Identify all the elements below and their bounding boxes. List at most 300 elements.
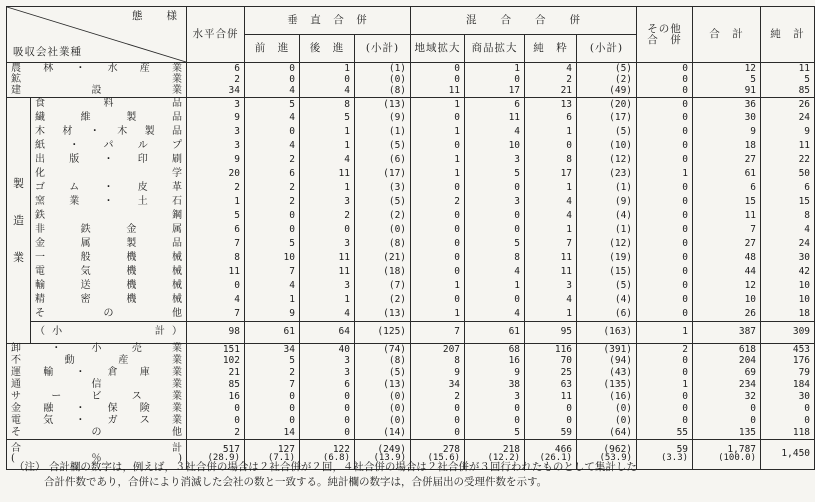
total-value: 218 [502, 443, 521, 455]
row-industry-name: 紙・パルプ [31, 139, 187, 153]
cell-pure: 2 [525, 74, 577, 86]
cell-horizontal: 0 [187, 279, 245, 293]
cell-pure: 116 [525, 343, 577, 355]
row-industry-name: 農林・水産業 [7, 63, 187, 75]
row-industry-name: 食料品 [31, 97, 187, 111]
cell-regional: 1 [411, 97, 465, 111]
manufacturing-group-label [7, 97, 31, 343]
cell-forward: 0 [245, 209, 300, 223]
table-row [7, 279, 815, 293]
cell-pure: 1 [525, 125, 577, 139]
cell-pure: 13 [525, 97, 577, 111]
cell-forward: 2 [245, 195, 300, 209]
cell-pure: 8 [525, 153, 577, 167]
cell-pure: 3 [525, 279, 577, 293]
cell-conglomerate-subtotal: (15) [577, 265, 637, 279]
cell-conglomerate-subtotal: (49) [577, 86, 637, 98]
cell-other: 0 [637, 391, 693, 403]
cell-forward: 5 [245, 237, 300, 251]
cell-total: 91 [693, 86, 761, 98]
row-industry-name: 窯業・土石 [31, 195, 187, 209]
cell-forward: 9 [245, 307, 300, 321]
cell-conglomerate-subtotal: (19) [577, 251, 637, 265]
total-value: 122 [332, 443, 350, 455]
horizontal-merger-header: 水平合併 [187, 7, 245, 63]
cell-other: 1 [637, 379, 693, 391]
cell-regional: 0 [411, 209, 465, 223]
cell-forward: 6 [245, 167, 300, 181]
cell-pure: 21 [525, 86, 577, 98]
cell-vertical-subtotal: (8) [355, 355, 411, 367]
cell-regional: 8 [411, 355, 465, 367]
table-row [7, 74, 815, 86]
table-row [7, 403, 815, 415]
cell-product: 0 [465, 293, 525, 307]
table-row [7, 97, 815, 111]
cell-backward: 3 [300, 195, 355, 209]
cell-vertical-subtotal: (14) [355, 427, 411, 439]
cell-horizontal: 5 [187, 209, 245, 223]
row-industry-name: サービス業 [7, 391, 187, 403]
other-merger-header-line1: その他 [647, 23, 682, 35]
cell-horizontal: 34 [187, 86, 245, 98]
total-percent: (3.3) [660, 453, 689, 464]
cell-backward: 1 [300, 125, 355, 139]
cell-net: 18 [761, 307, 815, 321]
row-industry-name: 運輸・倉庫業 [7, 367, 187, 379]
total-value: 59 [676, 443, 689, 455]
cell-forward: 0 [245, 223, 300, 237]
table-row [7, 63, 815, 75]
cell-net: 10 [761, 279, 815, 293]
manufacturing-label-char: 造 [13, 213, 24, 227]
cell-backward: 3 [300, 355, 355, 367]
row-industry-name: 通信業 [7, 379, 187, 391]
cell-other: 0 [637, 63, 693, 75]
cell-total: 69 [693, 367, 761, 379]
cell-product: 17 [465, 86, 525, 98]
cell-vertical-subtotal: (1) [355, 125, 411, 139]
cell-net: 42 [761, 265, 815, 279]
table-row [7, 427, 815, 439]
row-industry-name: 出版・印刷 [31, 153, 187, 167]
cell-other: 0 [637, 279, 693, 293]
total-percent: (53.9) [599, 453, 633, 464]
total-label-text: 合 計 [11, 443, 182, 454]
cell-total: 18 [693, 139, 761, 153]
cell-product: 4 [465, 265, 525, 279]
cell-regional: 1 [411, 153, 465, 167]
cell-forward: 34 [245, 343, 300, 355]
cell-conglomerate-subtotal: (20) [577, 97, 637, 111]
row-industry-name: 鉱業 [7, 74, 187, 86]
cell-conglomerate-subtotal: (5) [577, 125, 637, 139]
cell-backward: 4 [300, 153, 355, 167]
cell-net: 15 [761, 195, 815, 209]
cell-other: 0 [637, 209, 693, 223]
row-industry-name: 木材・木製品 [31, 125, 187, 139]
cell-total: 204 [693, 355, 761, 367]
total-value: 517 [222, 443, 240, 455]
cell-vertical-subtotal: (8) [355, 237, 411, 251]
cell-net: 453 [761, 343, 815, 355]
cell-vertical-subtotal: (1) [355, 63, 411, 75]
total-value: 1,450 [781, 448, 811, 460]
total-percent: (13.9) [373, 453, 407, 464]
cell-other: 0 [637, 153, 693, 167]
cell-conglomerate-subtotal: (17) [577, 111, 637, 125]
cell-regional: 1 [411, 279, 465, 293]
cell-net: 118 [761, 427, 815, 439]
cell-backward: 8 [300, 97, 355, 111]
table-row [7, 367, 815, 379]
subtotal-net: 309 [761, 321, 815, 343]
cell-net: 4 [761, 223, 815, 237]
cell-forward: 0 [245, 63, 300, 75]
row-industry-name: 電気・ガス業 [7, 415, 187, 427]
cell-horizontal: 1 [187, 195, 245, 209]
cell-conglomerate-subtotal: (16) [577, 391, 637, 403]
cell-product: 3 [465, 195, 525, 209]
footnote-line-1: （注） 合計欄の数字は，例えば，３社合併の場合は２社合併が２回，４社合併の場合は２社合併が３回行われたものとして集計した [14, 461, 637, 473]
cell-pure: 4 [525, 63, 577, 75]
cell-vertical-subtotal: (18) [355, 265, 411, 279]
cell-regional: 0 [411, 223, 465, 237]
cell-product: 4 [465, 125, 525, 139]
total-percent: (6.8) [322, 453, 350, 464]
cell-product: 0 [465, 223, 525, 237]
cell-other: 0 [637, 251, 693, 265]
cell-horizontal: 20 [187, 167, 245, 181]
row-industry-name: 電気機械 [31, 265, 187, 279]
subtotal-pure: 95 [525, 321, 577, 343]
subtotal-horizontal: 98 [187, 321, 245, 343]
cell-total: 5 [693, 74, 761, 86]
corner-top-label: 態 様 [132, 10, 178, 22]
table-row [7, 355, 815, 367]
cell-conglomerate-subtotal: (135) [577, 379, 637, 391]
table-row [7, 139, 815, 153]
cell-other: 0 [637, 74, 693, 86]
backward-header: 後 進 [300, 35, 355, 63]
cell-total: 9 [693, 125, 761, 139]
cell-net: 30 [761, 391, 815, 403]
subtotal-label: （小 計） [31, 321, 187, 343]
cell-conglomerate-subtotal: (391) [577, 343, 637, 355]
cell-conglomerate-subtotal: (43) [577, 367, 637, 379]
cell-total: 15 [693, 195, 761, 209]
cell-other: 0 [637, 265, 693, 279]
cell-net: 184 [761, 379, 815, 391]
cell-total: 12 [693, 63, 761, 75]
cell-conglomerate-subtotal: (4) [577, 209, 637, 223]
cell-backward: 40 [300, 343, 355, 355]
cell-product: 4 [465, 307, 525, 321]
cell-pure: 63 [525, 379, 577, 391]
cell-forward: 7 [245, 265, 300, 279]
row-industry-name: 一般機械 [31, 251, 187, 265]
row-industry-name: 建設業 [7, 86, 187, 98]
cell-horizontal: 2 [187, 74, 245, 86]
cell-conglomerate-subtotal: (64) [577, 427, 637, 439]
cell-other: 0 [637, 86, 693, 98]
cell-backward: 3 [300, 367, 355, 379]
cell-regional: 1 [411, 125, 465, 139]
cell-backward: 0 [300, 427, 355, 439]
cell-vertical-subtotal: (0) [355, 403, 411, 415]
cell-pure: 4 [525, 293, 577, 307]
cell-vertical-subtotal: (2) [355, 209, 411, 223]
cell-conglomerate-subtotal: (2) [577, 74, 637, 86]
cell-pure: 4 [525, 195, 577, 209]
cell-horizontal: 102 [187, 355, 245, 367]
cell-other: 2 [637, 343, 693, 355]
cell-backward: 0 [300, 223, 355, 237]
cell-pure: 1 [525, 307, 577, 321]
cell-total: 27 [693, 237, 761, 251]
cell-vertical-subtotal: (13) [355, 97, 411, 111]
manufacturing-label-char: 製 [13, 176, 24, 190]
table-row [7, 209, 815, 223]
cell-total: 26 [693, 307, 761, 321]
cell-total: 12 [693, 279, 761, 293]
cell-vertical-subtotal: (74) [355, 343, 411, 355]
product-expansion-header: 商品拡大 [465, 35, 525, 63]
table-row [7, 167, 815, 181]
cell-vertical-subtotal: (21) [355, 251, 411, 265]
cell-regional: 0 [411, 63, 465, 75]
cell-net: 0 [761, 415, 815, 427]
cell-vertical-subtotal: (6) [355, 153, 411, 167]
cell-net: 11 [761, 139, 815, 153]
cell-forward: 2 [245, 153, 300, 167]
table-row [7, 111, 815, 125]
cell-total: 618 [693, 343, 761, 355]
net-header: 純 計 [761, 7, 815, 63]
cell-pure: 1 [525, 181, 577, 195]
subtotal-backward: 64 [300, 321, 355, 343]
cell-vertical-subtotal: (7) [355, 279, 411, 293]
cell-conglomerate-subtotal: (12) [577, 237, 637, 251]
table-row [7, 379, 815, 391]
cell-conglomerate-subtotal: (1) [577, 223, 637, 237]
regional-expansion-header: 地域拡大 [411, 35, 465, 63]
table-row [7, 251, 815, 265]
table-row [7, 125, 815, 139]
cell-total: 44 [693, 265, 761, 279]
cell-net: 6 [761, 181, 815, 195]
cell-horizontal: 85 [187, 379, 245, 391]
cell-vertical-subtotal: (0) [355, 74, 411, 86]
cell-backward: 11 [300, 167, 355, 181]
cell-total: 30 [693, 111, 761, 125]
cell-vertical-subtotal: (5) [355, 367, 411, 379]
subtotal-conglomerate-subtotal: (163) [577, 321, 637, 343]
cell-backward: 4 [300, 307, 355, 321]
cell-conglomerate-subtotal: (5) [577, 63, 637, 75]
row-industry-name: 卸・小売業 [7, 343, 187, 355]
corner-bottom-label: 吸収会社業種 [13, 45, 82, 58]
cell-horizontal: 6 [187, 63, 245, 75]
manufacturing-label-char: 業 [13, 250, 24, 264]
cell-backward: 4 [300, 86, 355, 98]
cell-total: 27 [693, 153, 761, 167]
table-row [7, 153, 815, 167]
footnote [14, 460, 790, 490]
cell-regional: 0 [411, 139, 465, 153]
cell-horizontal: 2 [187, 427, 245, 439]
cell-conglomerate-subtotal: (1) [577, 181, 637, 195]
cell-product: 5 [465, 167, 525, 181]
cell-product: 0 [465, 181, 525, 195]
corner-header [7, 7, 187, 63]
cell-total: 0 [693, 415, 761, 427]
cell-net: 79 [761, 367, 815, 379]
cell-pure: 0 [525, 415, 577, 427]
cell-regional: 1 [411, 307, 465, 321]
cell-net: 9 [761, 125, 815, 139]
cell-vertical-subtotal: (5) [355, 195, 411, 209]
cell-regional: 0 [411, 181, 465, 195]
cell-total: 234 [693, 379, 761, 391]
total-value: 278 [442, 443, 461, 455]
cell-conglomerate-subtotal: (12) [577, 153, 637, 167]
table-wrap [6, 6, 811, 464]
cell-regional: 9 [411, 367, 465, 379]
cell-pure: 11 [525, 391, 577, 403]
cell-other: 0 [637, 223, 693, 237]
cell-regional: 2 [411, 195, 465, 209]
cell-conglomerate-subtotal: (10) [577, 139, 637, 153]
cell-other: 0 [637, 355, 693, 367]
table-row [7, 415, 815, 427]
row-industry-name: 化学 [31, 167, 187, 181]
cell-net: 24 [761, 111, 815, 125]
cell-backward: 1 [300, 139, 355, 153]
cell-forward: 10 [245, 251, 300, 265]
cell-forward: 4 [245, 86, 300, 98]
cell-vertical-subtotal: (0) [355, 415, 411, 427]
cell-other: 0 [637, 125, 693, 139]
cell-regional: 0 [411, 251, 465, 265]
cell-conglomerate-subtotal: (4) [577, 293, 637, 307]
cell-forward: 4 [245, 139, 300, 153]
subtotal-other: 1 [637, 321, 693, 343]
cell-conglomerate-subtotal: (9) [577, 195, 637, 209]
total-value: (249) [377, 443, 407, 455]
cell-pure: 25 [525, 367, 577, 379]
cell-horizontal: 9 [187, 153, 245, 167]
cell-vertical-subtotal: (17) [355, 167, 411, 181]
cell-total: 36 [693, 97, 761, 111]
cell-regional: 2 [411, 391, 465, 403]
cell-regional: 34 [411, 379, 465, 391]
cell-forward: 4 [245, 111, 300, 125]
cell-product: 0 [465, 403, 525, 415]
cell-net: 5 [761, 74, 815, 86]
cell-conglomerate-subtotal: (6) [577, 307, 637, 321]
cell-product: 5 [465, 237, 525, 251]
cell-total: 10 [693, 293, 761, 307]
cell-vertical-subtotal: (5) [355, 139, 411, 153]
cell-pure: 6 [525, 111, 577, 125]
cell-horizontal: 9 [187, 111, 245, 125]
cell-total: 135 [693, 427, 761, 439]
cell-net: 0 [761, 403, 815, 415]
cell-horizontal: 6 [187, 223, 245, 237]
cell-backward: 3 [300, 237, 355, 251]
cell-pure: 7 [525, 237, 577, 251]
cell-regional: 0 [411, 415, 465, 427]
cell-vertical-subtotal: (2) [355, 293, 411, 307]
cell-conglomerate-subtotal: (0) [577, 415, 637, 427]
table-row [7, 223, 815, 237]
cell-total: 48 [693, 251, 761, 265]
cell-net: 11 [761, 63, 815, 75]
cell-product: 6 [465, 97, 525, 111]
cell-total: 7 [693, 223, 761, 237]
row-industry-name: 非鉄金属 [31, 223, 187, 237]
cell-other: 0 [637, 237, 693, 251]
cell-product: 0 [465, 209, 525, 223]
cell-pure: 1 [525, 223, 577, 237]
total-header: 合 計 [693, 7, 761, 63]
cell-horizontal: 8 [187, 251, 245, 265]
pure-header: 純 粋 [525, 35, 577, 63]
cell-regional: 0 [411, 293, 465, 307]
cell-vertical-subtotal: (8) [355, 86, 411, 98]
cell-horizontal: 3 [187, 139, 245, 153]
cell-horizontal: 7 [187, 237, 245, 251]
cell-product: 1 [465, 63, 525, 75]
cell-backward: 11 [300, 265, 355, 279]
cell-regional: 0 [411, 427, 465, 439]
cell-forward: 5 [245, 355, 300, 367]
row-industry-name: 金属製品 [31, 237, 187, 251]
other-merger-header [637, 7, 693, 63]
cell-other: 0 [637, 367, 693, 379]
subtotal-regional: 7 [411, 321, 465, 343]
table-row [7, 265, 815, 279]
cell-backward: 0 [300, 403, 355, 415]
cell-horizontal: 0 [187, 403, 245, 415]
cell-net: 24 [761, 237, 815, 251]
row-industry-name: 繊維製品 [31, 111, 187, 125]
total-percent: (28.9) [207, 453, 240, 464]
cell-net: 26 [761, 97, 815, 111]
cell-vertical-subtotal: (0) [355, 391, 411, 403]
total-percent: (7.1) [267, 453, 295, 464]
cell-regional: 0 [411, 265, 465, 279]
vertical-merger-header: 垂 直 合 併 [245, 7, 411, 35]
cell-other: 1 [637, 167, 693, 181]
cell-forward: 2 [245, 181, 300, 195]
cell-backward: 1 [300, 293, 355, 307]
cell-regional: 1 [411, 167, 465, 181]
cell-total: 32 [693, 391, 761, 403]
cell-net: 22 [761, 153, 815, 167]
cell-product: 9 [465, 367, 525, 379]
row-industry-name: その他 [7, 427, 187, 439]
cell-regional: 0 [411, 74, 465, 86]
table-row [7, 181, 815, 195]
row-industry-name: 輸送機械 [31, 279, 187, 293]
table-row [7, 195, 815, 209]
cell-other: 0 [637, 293, 693, 307]
table-row [7, 391, 815, 403]
cell-backward: 6 [300, 379, 355, 391]
row-industry-name: 金融・保険業 [7, 403, 187, 415]
